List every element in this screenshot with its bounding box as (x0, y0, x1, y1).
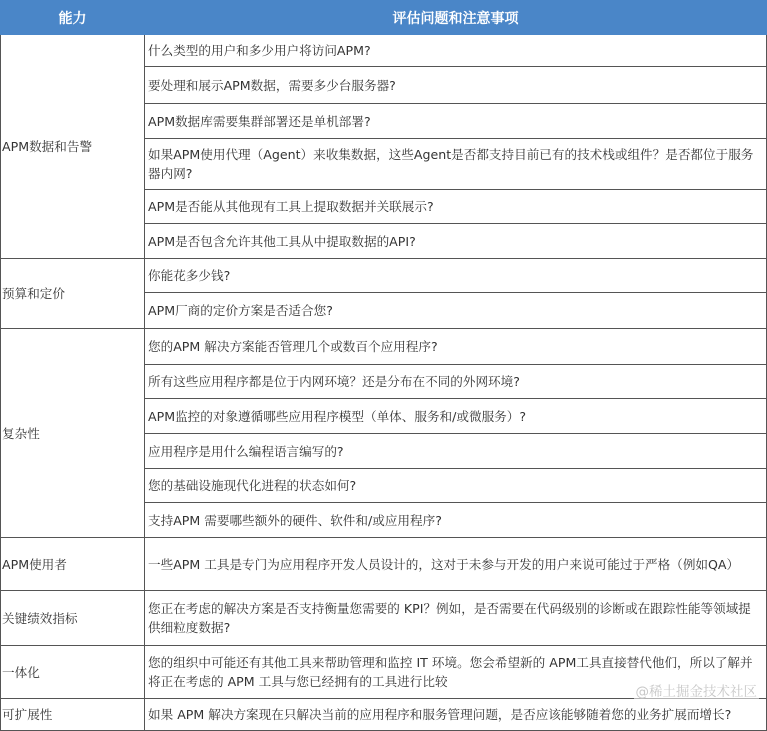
question-cell: 支持APM 需要哪些额外的硬件、软件和/或应用程序? (145, 503, 767, 538)
question-cell: 您的组织中可能还有其他工具来帮助管理和监控 IT 环境。您会希望新的 APM工具直接替代他们，所以了解并将正在考虑的 APM 工具与您已经拥有的工具进行比较 (145, 646, 767, 699)
capability-cell: APM数据和告警 (1, 35, 145, 259)
question-cell: APM是否能从其他现有工具上提取数据并关联展示? (145, 190, 767, 224)
question-cell: 如果 APM 解决方案现在只解决当前的应用程序和服务管理问题，是否应该能够随着您的业务扩展而增长? (145, 699, 767, 731)
capability-cell: 一体化 (1, 646, 145, 699)
table-row (1, 699, 767, 731)
question-cell: APM监控的对象遵循哪些应用程序模型（单体、服务和/或微服务）? (145, 399, 767, 434)
question-cell: 您的基础设施现代化进程的状态如何? (145, 469, 767, 503)
table-row (1, 259, 767, 293)
question-cell: 所有这些应用程序都是位于内网环境？还是分布在不同的外网环境? (145, 365, 767, 399)
header-capability: 能力 (1, 1, 145, 35)
capability-cell: 预算和定价 (1, 259, 145, 329)
table-header-row (1, 1, 767, 35)
question-cell: APM厂商的定价方案是否适合您? (145, 293, 767, 329)
watermark: @稀土掘金技术社区 (634, 680, 760, 700)
table-row (1, 329, 767, 365)
table-row (1, 35, 767, 67)
question-cell: 如果APM使用代理（Agent）来收集数据，这些Agent是否都支持目前已有的技术栈或组件？是否都位于服务器内网? (145, 139, 767, 190)
table-row (1, 591, 767, 646)
question-cell: 您的APM 解决方案能否管理几个或数百个应用程序? (145, 329, 767, 365)
header-issues: 评估问题和注意事项 (145, 1, 767, 35)
question-cell: 应用程序是用什么编程语言编写的? (145, 434, 767, 469)
question-cell: APM数据库需要集群部署还是单机部署? (145, 104, 767, 139)
capability-cell: 复杂性 (1, 329, 145, 538)
capability-cell: APM使用者 (1, 538, 145, 591)
question-cell: 你能花多少钱? (145, 259, 767, 293)
question-cell: 一些APM 工具是专门为应用程序开发人员设计的，这对于未参与开发的用户来说可能过于严格（例如QA） (145, 538, 767, 591)
capability-cell: 关键绩效指标 (1, 591, 145, 646)
question-cell: 您正在考虑的解决方案是否支持衡量您需要的 KPI？例如，是否需要在代码级别的诊断或在跟踪性能等领域提供细粒度数据? (145, 591, 767, 646)
capability-cell: 可扩展性 (1, 699, 145, 731)
question-cell: 什么类型的用户和多少用户将访问APM? (145, 35, 767, 67)
question-cell: APM是否包含允许其他工具从中提取数据的API? (145, 224, 767, 259)
question-cell: 要处理和展示APM数据，需要多少台服务器? (145, 67, 767, 104)
table-row (1, 538, 767, 591)
